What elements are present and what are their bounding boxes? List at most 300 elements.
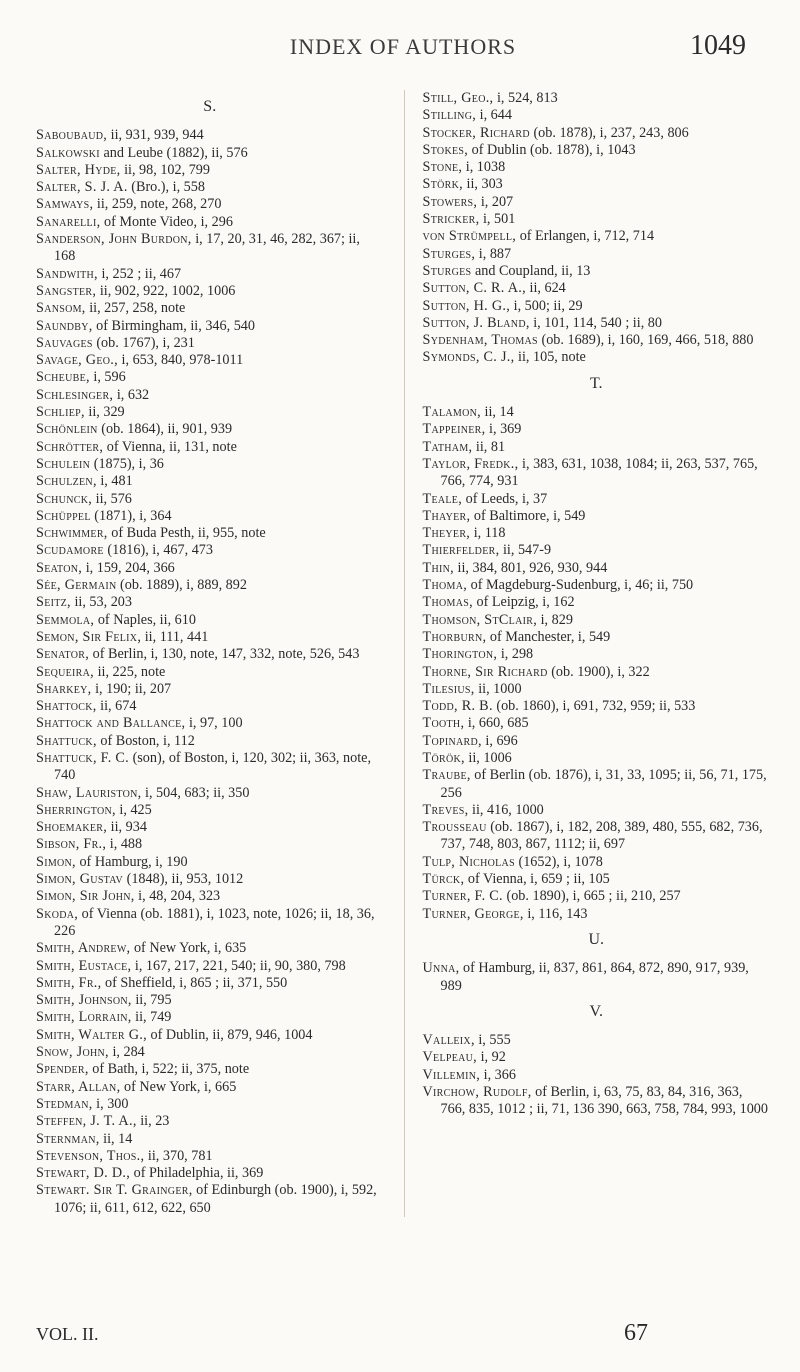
entry-references: i, 159, 204, 366: [85, 559, 175, 576]
index-entry: [36, 715, 384, 732]
entry-author: Schunck,: [36, 490, 93, 507]
entry-references: i, 488: [109, 836, 143, 853]
index-entry: [36, 300, 384, 317]
index-entry: [423, 246, 771, 263]
right-u-entry-list: [423, 960, 771, 995]
entry-references: ii, 259, note, 268, 270: [96, 196, 222, 213]
index-entry: [423, 819, 771, 854]
entry-references: i, 653, 840, 978-1011: [121, 352, 244, 369]
index-entry: [423, 854, 771, 871]
index-entry: [36, 560, 384, 577]
entry-references: of Berlin, i, 63, 75, 83, 84, 316, 363, 766, 835, 1012 ; ii, 71, 136 390, 663, 758, 784, 993, 1000: [440, 1084, 768, 1118]
entry-author: Stewart. Sir T. Grainger,: [36, 1182, 193, 1199]
index-entry: [423, 194, 771, 211]
entry-author: Seaton,: [36, 559, 83, 576]
entry-references: i, 116, 143: [527, 905, 588, 922]
index-entry: [36, 231, 384, 266]
index-entry: [36, 577, 384, 594]
entry-references: ii, 257, 258, note: [89, 300, 186, 317]
entry-author: Stowers,: [422, 193, 478, 210]
entry-references: of Leeds, i, 37: [465, 490, 548, 507]
entry-author: Stricker,: [422, 211, 480, 228]
index-entry: [423, 525, 771, 542]
entry-author: Smith, Lorrain,: [36, 1009, 132, 1026]
right-v-entry-list: [423, 1032, 771, 1118]
entry-author: Shoemaker,: [36, 819, 108, 836]
entry-author: Sturges: [422, 262, 472, 279]
entry-references: ii, 749: [135, 1009, 172, 1026]
entry-author: Shattock,: [36, 698, 97, 715]
entry-references: of Monte Video, i, 296: [103, 213, 233, 230]
index-entry: [423, 698, 771, 715]
entry-references: ii, 416, 1000: [472, 801, 544, 818]
index-entry: [423, 594, 771, 611]
entry-author: Teale,: [422, 490, 463, 507]
entry-author: Smith, Eustace,: [36, 957, 132, 974]
index-entry: [36, 594, 384, 611]
entry-references: ii, 225, note: [97, 663, 166, 680]
index-entry: [36, 836, 384, 853]
entry-references: i, 383, 631, 1038, 1084; ii, 263, 537, 765, 766, 774, 931: [440, 455, 758, 490]
entry-author: Unna,: [422, 960, 460, 977]
index-entry: [423, 612, 771, 629]
entry-author: Simon,: [36, 853, 76, 870]
entry-references: i, 298: [500, 646, 534, 663]
index-entry: [423, 960, 771, 995]
entry-author: Senator,: [36, 646, 90, 663]
entry-author: Thoma,: [422, 577, 468, 594]
index-entry: [36, 1182, 384, 1217]
entry-author: Taylor, Fredk.,: [422, 455, 519, 472]
entry-references: i, 555: [478, 1032, 511, 1049]
entry-references: ii, 795: [135, 992, 172, 1009]
index-entry: [36, 369, 384, 386]
entry-author: Thomson, StClair,: [422, 611, 538, 628]
entry-references: of Leipzig, i, 162: [476, 594, 575, 611]
entry-references: i, 887: [478, 245, 512, 262]
left-entry-list: [36, 127, 384, 1217]
entry-author: Schulein: [36, 455, 91, 472]
index-entry: [36, 1027, 384, 1044]
entry-author: Sangster,: [36, 282, 97, 299]
index-entry: [423, 871, 771, 888]
entry-references: ii, 931, 939, 944: [110, 127, 204, 144]
entry-author: Schliep,: [36, 404, 85, 421]
index-entry: [423, 1067, 771, 1084]
entry-author: Velpeau,: [422, 1049, 478, 1066]
entry-author: Turner, F. C.: [422, 888, 503, 905]
entry-author: Scheube,: [36, 369, 90, 386]
index-entry: [36, 819, 384, 836]
entry-references: i, 1038: [465, 159, 506, 176]
index-entry: [36, 1079, 384, 1096]
entry-author: Türck,: [422, 871, 465, 888]
entry-author: Stokes,: [422, 141, 469, 158]
entry-references: (ob. 1767), i, 231: [96, 334, 195, 351]
entry-author: Simon, Sir John,: [36, 888, 135, 905]
index-entry: [36, 785, 384, 802]
entry-references: i, 425: [119, 801, 152, 818]
index-entry: [423, 491, 771, 508]
entry-author: Savage, Geo.,: [36, 352, 118, 369]
index-entry: [423, 1032, 771, 1049]
index-entry: [36, 508, 384, 525]
entry-references: i, 644: [479, 107, 512, 124]
entry-references: (1816), i, 467, 473: [107, 542, 213, 559]
entry-references: i, 596: [93, 369, 126, 386]
entry-references: of New York, i, 665: [123, 1078, 237, 1095]
entry-references: i, 167, 217, 221, 540; ii, 90, 380, 798: [134, 957, 346, 974]
page-header: [36, 30, 770, 72]
section-letter-s: S.: [203, 98, 217, 115]
entry-references: ii, 1006: [468, 749, 512, 766]
entry-author: Todd, R. B.: [422, 698, 493, 715]
entry-references: ii, 14: [103, 1130, 133, 1147]
entry-references: i, 369: [489, 421, 522, 438]
index-entry: [36, 698, 384, 715]
running-title: INDEX OF AUTHORS: [289, 34, 517, 59]
entry-references: (Bro.), i, 558: [131, 179, 205, 196]
entry-references: (ob. 1867), i, 182, 208, 389, 480, 555, 682, 736, 737, 748, 803, 867, 1112; ii, 697: [440, 819, 763, 853]
entry-references: i, 97, 100: [188, 715, 243, 732]
entry-references: i, 366: [483, 1066, 516, 1083]
index-entry: [36, 525, 384, 542]
entry-author: Smith, Walter G.,: [36, 1026, 147, 1043]
entry-references: (ob. 1878), i, 237, 243, 806: [533, 124, 689, 141]
entry-author: Treves,: [422, 801, 469, 818]
index-entry: [36, 612, 384, 629]
entry-references: (1652), i, 1078: [518, 853, 603, 870]
index-entry: [36, 491, 384, 508]
index-columns: [36, 90, 770, 1217]
index-entry: [36, 664, 384, 681]
index-entry: [423, 715, 771, 732]
index-entry: [423, 298, 771, 315]
index-entry: [36, 802, 384, 819]
entry-references: i, 17, 20, 31, 46, 282, 367; ii, 168: [54, 231, 360, 265]
entry-references: ii, 105, note: [518, 349, 586, 366]
entry-references: i, 101, 114, 540 ; ii, 80: [533, 314, 662, 331]
entry-references: of Vienna, i, 659 ; ii, 105: [467, 871, 610, 888]
index-entry: [423, 125, 771, 142]
index-entry: [423, 176, 771, 193]
entry-author: Stone,: [422, 159, 463, 176]
index-entry: [423, 107, 771, 124]
index-entry: [36, 283, 384, 300]
entry-references: of Erlangen, i, 712, 714: [519, 228, 655, 245]
index-entry: [423, 906, 771, 923]
entry-references: i, 696: [485, 732, 518, 749]
section-letter-v: V.: [589, 1002, 603, 1020]
index-entry: [423, 263, 771, 280]
entry-author: Schönlein: [36, 421, 98, 438]
index-entry: [423, 1084, 771, 1119]
entry-references: ii, 384, 801, 926, 930, 944: [457, 559, 608, 576]
entry-author: Shattock and Ballance,: [36, 715, 186, 732]
entry-author: Sutton, J. Bland,: [422, 314, 530, 331]
entry-author: Spender,: [36, 1061, 89, 1078]
entry-references: ii, 370, 781: [147, 1147, 213, 1164]
entry-references: of Dublin, ii, 879, 946, 1004: [150, 1026, 313, 1043]
entry-references: of New York, i, 635: [133, 940, 247, 957]
entry-author: Sanderson, John Burdon,: [36, 231, 192, 248]
entry-author: Still, Geo.,: [422, 90, 494, 106]
index-entry: [423, 767, 771, 802]
index-entry: [423, 456, 771, 491]
index-entry: [36, 404, 384, 421]
right-column: [404, 90, 771, 1217]
entry-author: Sequeira,: [36, 663, 95, 680]
index-entry: [36, 266, 384, 283]
entry-references: i, 481: [100, 473, 133, 490]
entry-references: of Sheffield, i, 865 ; ii, 371, 550: [105, 974, 288, 991]
index-entry: [36, 196, 384, 213]
entry-references: (ob. 1889), i, 889, 892: [120, 577, 247, 594]
entry-author: Stevenson, Thos.,: [36, 1147, 145, 1164]
entry-author: Sharkey,: [36, 680, 92, 697]
index-entry: [36, 750, 384, 785]
index-entry: [423, 542, 771, 559]
entry-references: ii, 547-9: [502, 542, 552, 559]
index-entry: [36, 214, 384, 231]
entry-author: Valleix,: [422, 1032, 475, 1049]
index-entry: [423, 404, 771, 421]
entry-author: Sauvages: [36, 334, 93, 351]
index-entry: [36, 733, 384, 750]
index-entry: [423, 681, 771, 698]
index-entry: [423, 646, 771, 663]
index-entry: [423, 629, 771, 646]
entry-author: Samways,: [36, 196, 94, 213]
entry-references: ii, 53, 203: [74, 594, 132, 611]
index-entry: [423, 733, 771, 750]
entry-author: Tatham,: [422, 438, 473, 455]
entry-references: of Magdeburg-Sudenburg, i, 46; ii, 750: [470, 577, 694, 594]
entry-references: and Coupland, ii, 13: [474, 262, 591, 279]
entry-references: ii, 934: [110, 819, 147, 836]
index-entry: [36, 1096, 384, 1113]
entry-references: of Baltimore, i, 549: [473, 507, 586, 524]
index-entry: [423, 211, 771, 228]
entry-author: Simon, Gustav: [36, 871, 124, 888]
entry-author: Turner, George,: [422, 905, 524, 922]
index-entry: [36, 681, 384, 698]
entry-references: ii, 902, 922, 1002, 1006: [99, 282, 236, 299]
entry-author: Thorburn,: [422, 628, 487, 645]
entry-references: of Bath, i, 522; ii, 375, note: [92, 1061, 250, 1078]
entry-author: Sutton, C. R. A.,: [422, 280, 526, 297]
entry-references: ii, 329: [88, 404, 125, 421]
entry-references: (1871), i, 364: [94, 507, 172, 524]
index-entry: [36, 1044, 384, 1061]
entry-author: Tilesius,: [422, 680, 475, 697]
entry-references: of Berlin (ob. 1876), i, 31, 33, 1095; ii, 56, 71, 175, 256: [440, 767, 767, 801]
index-entry: [36, 992, 384, 1009]
index-entry: [36, 439, 384, 456]
index-entry: [36, 162, 384, 179]
index-entry: [36, 456, 384, 473]
index-entry: [36, 646, 384, 663]
right-t-entry-list: [423, 404, 771, 923]
entry-references: of Birmingham, ii, 346, 540: [96, 317, 255, 334]
entry-author: Thin,: [422, 559, 454, 576]
entry-author: Trousseau: [422, 819, 487, 836]
entry-author: Störk,: [422, 176, 463, 193]
index-entry: [423, 664, 771, 681]
index-entry: [36, 352, 384, 369]
entry-references: ii, 81: [475, 438, 506, 455]
entry-author: Sternman,: [36, 1130, 100, 1147]
entry-author: Topinard,: [422, 732, 482, 749]
entry-author: Thayer,: [422, 507, 471, 524]
page-footer: [36, 1320, 770, 1354]
entry-references: of Dublin (ob. 1878), i, 1043: [471, 141, 636, 158]
entry-references: (ob. 1860), i, 691, 732, 959; ii, 533: [496, 698, 696, 715]
index-entry: [36, 940, 384, 957]
entry-references: i, 48, 204, 323: [138, 888, 221, 905]
entry-author: Shattuck,: [36, 732, 97, 749]
entry-author: Shattuck, F. C.: [36, 749, 130, 766]
entry-author: Villemin,: [422, 1066, 481, 1083]
index-entry: [36, 1009, 384, 1026]
entry-references: of Hamburg, i, 190: [79, 853, 188, 870]
index-entry: [36, 888, 384, 905]
entry-author: Scudamore: [36, 542, 104, 559]
index-entry: [423, 142, 771, 159]
entry-author: Saundby,: [36, 317, 93, 334]
entry-author: Smith, Fr.,: [36, 974, 102, 991]
entry-author: Thorne, Sir Richard: [422, 663, 548, 680]
index-entry: [36, 629, 384, 646]
section-letter-u: U.: [588, 930, 605, 948]
entry-references: i, 524, 813: [496, 90, 558, 106]
entry-references: and Leube (1882), ii, 576: [103, 144, 248, 161]
entry-references: of Vienna (ob. 1881), i, 1023, note, 1026; ii, 18, 36, 226: [54, 905, 375, 939]
index-entry: [36, 1061, 384, 1078]
entry-references: ii, 23: [140, 1113, 170, 1130]
entry-author: Sibson, Fr.,: [36, 836, 107, 853]
entry-references: i, 500; ii, 29: [513, 297, 583, 314]
entry-references: ii, 111, 441: [144, 628, 209, 645]
index-entry: [36, 871, 384, 888]
entry-references: i, 501: [482, 211, 516, 228]
entry-author: Sanarelli,: [36, 213, 101, 230]
index-entry: [36, 145, 384, 162]
entry-references: ii, 303: [466, 176, 503, 193]
volume-label: VOL. II.: [36, 1324, 99, 1344]
entry-author: Sydenham, Thomas: [422, 332, 538, 349]
entry-references: i, 660, 685: [467, 715, 529, 732]
entry-references: of Berlin, i, 130, note, 147, 332, note, 526, 543: [92, 646, 360, 663]
entry-author: Semon, Sir Felix,: [36, 628, 142, 645]
index-entry: [36, 1165, 384, 1182]
index-entry: [423, 159, 771, 176]
entry-references: ii, 14: [484, 404, 514, 421]
entry-references: (ob. 1890), i, 665 ; ii, 210, 257: [506, 888, 681, 905]
entry-author: Tulp, Nicholas: [422, 853, 515, 870]
entry-author: Semmola,: [36, 611, 95, 628]
entry-references: i, 284: [112, 1044, 145, 1061]
entry-references: i, 300: [96, 1095, 129, 1112]
entry-author: Török,: [422, 749, 465, 766]
entry-author: Smith, Johnson,: [36, 992, 132, 1009]
entry-references: ii, 1000: [478, 680, 522, 697]
index-entry: [423, 1049, 771, 1066]
entry-references: (1875), i, 36: [93, 455, 164, 472]
entry-author: Sansom,: [36, 300, 86, 317]
index-entry: [36, 335, 384, 352]
index-entry: [423, 750, 771, 767]
entry-author: Theyer,: [422, 525, 471, 542]
entry-references: ii, 98, 102, 799: [124, 161, 210, 178]
index-entry: [36, 1148, 384, 1165]
index-entry: [36, 318, 384, 335]
entry-author: Thierfelder,: [422, 542, 500, 559]
index-entry: [36, 387, 384, 404]
entry-references: i, 207: [480, 193, 514, 210]
entry-references: i, 252 ; ii, 467: [101, 265, 182, 282]
left-column: [36, 90, 404, 1217]
entry-author: Thomas,: [422, 594, 473, 611]
entry-references: i, 118: [473, 525, 506, 542]
entry-author: Stocker, Richard: [422, 124, 530, 141]
entry-author: von Strümpell,: [422, 228, 517, 245]
right-s-entry-list: [423, 90, 771, 367]
entry-references: of Naples, ii, 610: [97, 611, 196, 628]
entry-author: Shaw, Lauriston,: [36, 784, 142, 801]
index-entry: [36, 854, 384, 871]
entry-author: Salter, Hyde,: [36, 161, 121, 178]
index-entry: [36, 958, 384, 975]
entry-references: of Hamburg, ii, 837, 861, 864, 872, 890, 917, 939, 989: [440, 960, 749, 994]
entry-author: Starr, Allan,: [36, 1078, 121, 1095]
entry-references: (son), of Boston, i, 120, 302; ii, 363, note, 740: [54, 749, 371, 784]
entry-author: Traube,: [422, 767, 471, 784]
index-entry: [423, 560, 771, 577]
entry-author: Skoda,: [36, 905, 79, 922]
entry-author: Tappeiner,: [422, 421, 486, 438]
entry-references: of Boston, i, 112: [100, 732, 195, 749]
index-entry: [36, 975, 384, 992]
index-entry: [423, 421, 771, 438]
entry-references: of Buda Pesth, ii, 955, note: [111, 525, 266, 542]
entry-references: ii, 624: [529, 280, 566, 297]
index-entry: [36, 127, 384, 144]
entry-references: ii, 576: [95, 490, 132, 507]
entry-references: ii, 674: [100, 698, 137, 715]
entry-author: Seitz,: [36, 594, 71, 611]
entry-author: Schrötter,: [36, 438, 104, 455]
index-entry: [36, 473, 384, 490]
entry-author: Thorington,: [422, 646, 498, 663]
entry-references: (ob. 1864), ii, 901, 939: [101, 421, 233, 438]
entry-author: Stewart, D. D.,: [36, 1165, 131, 1182]
entry-author: Sutton, H. G.,: [422, 297, 511, 314]
index-entry: [36, 906, 384, 941]
index-entry: [423, 888, 771, 905]
entry-references: (1848), ii, 953, 1012: [126, 871, 244, 888]
entry-author: Salter, S. J. A.: [36, 179, 128, 196]
index-entry: [36, 421, 384, 438]
index-entry: [423, 90, 771, 107]
entry-references: of Philadelphia, ii, 369: [133, 1165, 264, 1182]
page-number: 1049: [690, 30, 746, 61]
index-entry: [36, 179, 384, 196]
entry-author: Sée, Germain: [36, 577, 117, 594]
index-entry: [423, 280, 771, 297]
entry-author: Stilling,: [422, 107, 477, 124]
entry-author: Symonds, C. J.,: [422, 349, 515, 366]
